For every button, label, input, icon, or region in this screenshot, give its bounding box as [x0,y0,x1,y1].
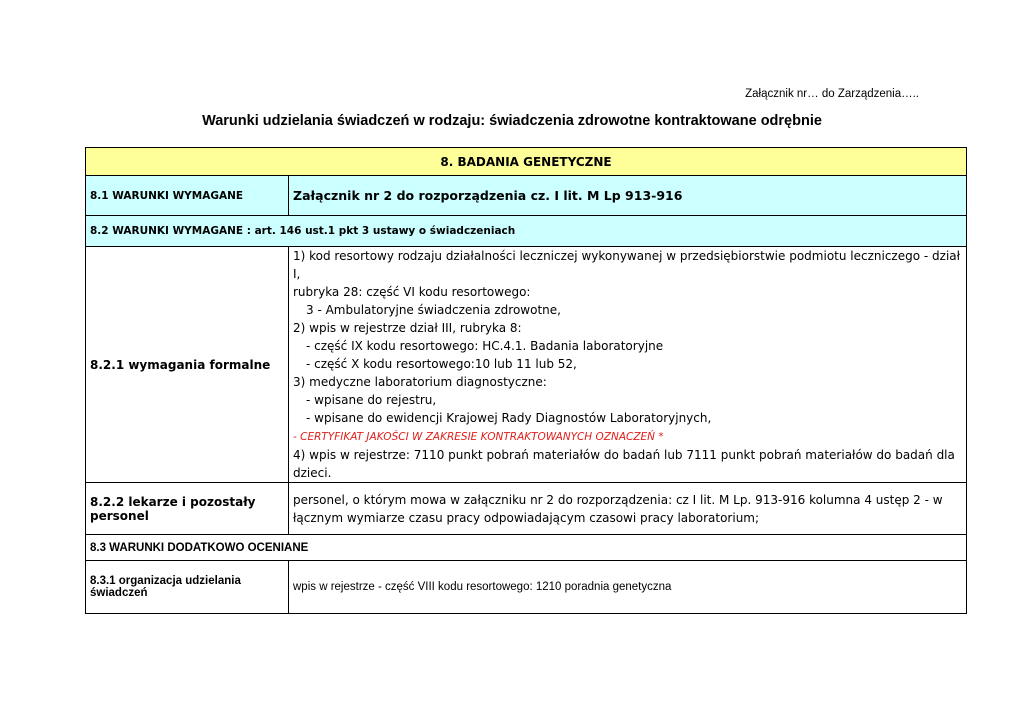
row-8-2-label: 8.2 WARUNKI WYMAGANE : art. 146 ust.1 pkt 3 ustawy o świadczeniach [86,216,967,247]
conditions-table [85,147,967,614]
req-line: - część IX kodu resortowego: HC.4.1. Badania laboratoryjne [306,339,664,353]
row-8-3-1 [86,561,967,614]
req-line: - część X kodu resortowego:10 lub 11 lub 52, [306,357,577,371]
req-line: - wpisane do ewidencji Krajowej Rady Diagnostów Laboratoryjnych, [306,411,712,425]
row-8-2-2-value: personel, o którym mowa w załączniku nr 2 do rozporządzenia: cz I lit. M Lp. 913-916 kolumna 4 ustęp 2 - w łącznym wymiarze czasu pracy odpowiadającym czasowi pracy laboratorium; [289,483,967,535]
row-8-1 [86,176,967,216]
row-8-1-label: 8.1 WARUNKI WYMAGANE [86,176,289,216]
req-line: 3) medyczne laboratorium diagnostyczne: [293,375,547,389]
section-title: 8. BADANIA GENETYCZNE [86,148,967,176]
document-title: Warunki udzielania świadczeń w rodzaju: świadczenia zdrowotne kontraktowane odrębnie [202,113,822,129]
req-line: rubryka 28: część VI kodu resortowego: [293,285,531,299]
formal-requirements [289,247,967,483]
row-8-3-1-value: wpis w rejestrze - część VIII kodu resortowego: 1210 poradnia genetyczna [289,561,967,614]
row-8-3-1-label: 8.3.1 organizacja udzielania świadczeń [86,561,289,614]
certificate-dash: - [293,431,301,443]
row-8-2 [86,216,967,247]
row-8-2-2 [86,483,967,535]
row-8-2-1-label: 8.2.1 wymagania formalne [86,247,289,483]
section-row [86,148,967,176]
req-line: dzieci. [293,466,332,480]
row-8-3-label: 8.3 WARUNKI DODATKOWO OCENIANE [86,535,967,561]
req-line: - wpisane do rejestru, [306,393,437,407]
req-line: 3 - Ambulatoryjne świadczenia zdrowotne, [306,303,561,317]
req-line: 4) wpis w rejestrze: 7110 punkt pobrań materiałów do badań lub 7111 punkt pobrań materiałów do badań dla [293,448,955,462]
row-8-2-1 [86,247,967,483]
certificate-requirement: CERTYFIKAT JAKOŚCI W ZAKRESIE KONTRAKTOWANYCH OZNACZEŃ * [300,431,664,443]
req-line: 2) wpis w rejestrze dział III, rubryka 8: [293,321,522,335]
row-8-2-2-label: 8.2.2 lekarze i pozostały personel [86,483,289,535]
certificate-line [293,427,962,446]
annex-reference: Załącznik nr… do Zarządzenia….. [745,88,919,100]
row-8-3 [86,535,967,561]
req-line: 1) kod resortowy rodzaju działalności leczniczej wykonywanej w przedsiębiorstwie podmiotu leczniczego - dział I, [293,249,961,281]
row-8-1-value: Załącznik nr 2 do rozporządzenia cz. I lit. M Lp 913-916 [289,176,967,216]
